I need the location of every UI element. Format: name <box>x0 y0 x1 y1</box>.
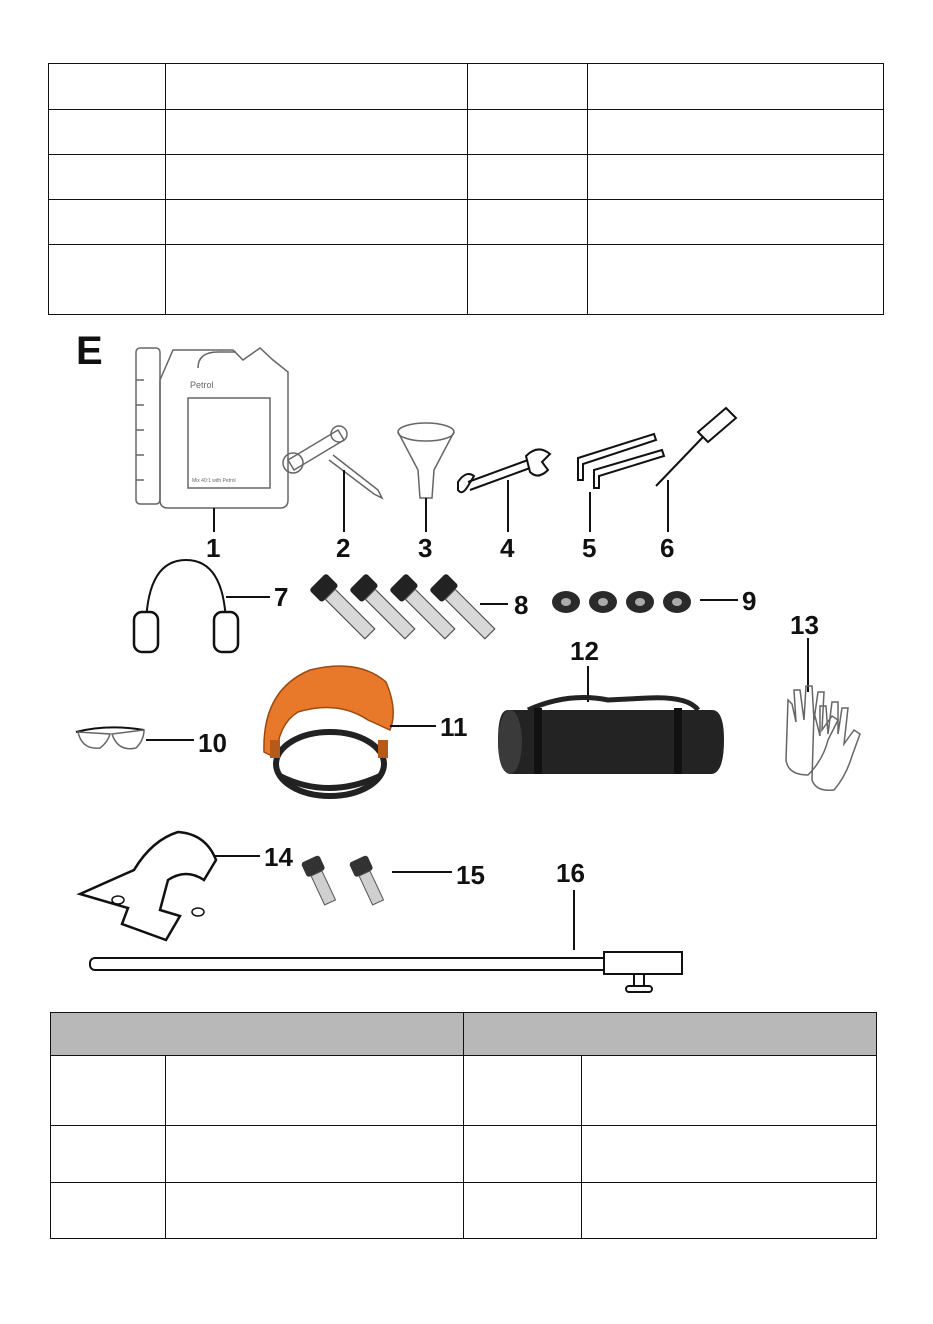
hex-keys-icon <box>578 434 664 488</box>
table-cell <box>468 155 588 200</box>
table-cell <box>468 245 588 315</box>
mounting-bracket-icon <box>80 832 216 940</box>
screwdriver-icon <box>656 408 736 486</box>
table-cell <box>588 110 884 155</box>
table-cell <box>51 1183 166 1239</box>
item-number-13: 13 <box>790 610 819 640</box>
table-cell <box>464 1126 582 1183</box>
table-cell <box>166 64 468 110</box>
table-cell <box>588 245 884 315</box>
table-cell <box>166 110 468 155</box>
item-number-3: 3 <box>418 533 433 563</box>
bottom-parts-table <box>50 1012 877 1239</box>
item-number-7: 7 <box>274 582 289 612</box>
table-cell <box>464 1056 582 1126</box>
table-row <box>49 245 884 315</box>
table-cell <box>166 245 468 315</box>
parts-illustration <box>48 320 883 1004</box>
table-cell <box>166 200 468 245</box>
table-cell <box>166 1126 464 1183</box>
table-cell <box>468 64 588 110</box>
table-cell <box>51 1126 166 1183</box>
table-row <box>51 1183 877 1239</box>
table-cell <box>468 200 588 245</box>
bolts-icon <box>309 573 498 642</box>
drive-rod-icon <box>90 952 682 992</box>
item-number-5: 5 <box>582 533 597 563</box>
item-number-12: 12 <box>570 636 599 666</box>
item-number-10: 10 <box>198 728 227 758</box>
table-cell <box>49 64 166 110</box>
item-number-16: 16 <box>556 858 585 888</box>
table-cell <box>49 245 166 315</box>
safety-glasses-icon <box>76 727 144 748</box>
carry-bag-icon <box>498 698 724 774</box>
table-row <box>51 1056 877 1126</box>
table-cell <box>49 200 166 245</box>
face-shield-helmet-icon <box>264 666 393 796</box>
table-row <box>49 155 884 200</box>
item-number-2: 2 <box>336 533 351 563</box>
table-cell <box>166 155 468 200</box>
table-header-row <box>51 1013 877 1056</box>
table-cell <box>166 1183 464 1239</box>
table-cell <box>588 64 884 110</box>
item-number-11: 11 <box>440 712 468 742</box>
table-cell <box>588 200 884 245</box>
table-cell <box>51 1056 166 1126</box>
table-cell <box>49 155 166 200</box>
table-cell <box>582 1056 877 1126</box>
top-parts-table <box>48 63 884 315</box>
item-number-15: 15 <box>456 860 485 890</box>
short-bolts-icon <box>301 855 387 907</box>
table-header <box>464 1013 877 1056</box>
table-row <box>49 200 884 245</box>
table-cell <box>468 110 588 155</box>
section-letter: E <box>76 329 103 373</box>
funnel-icon <box>398 423 454 498</box>
table-header <box>51 1013 464 1056</box>
table-cell <box>588 155 884 200</box>
item-number-6: 6 <box>660 533 675 563</box>
table-row <box>49 110 884 155</box>
gloves-icon <box>786 686 860 790</box>
parts-illustration-svg <box>48 320 883 1004</box>
fuel-canister-icon <box>136 348 288 508</box>
ear-muffs-icon <box>134 560 238 652</box>
item-number-14: 14 <box>264 842 293 872</box>
item-number-8: 8 <box>514 590 529 620</box>
table-cell <box>464 1183 582 1239</box>
table-cell <box>582 1126 877 1183</box>
item-number-1: 1 <box>206 533 221 563</box>
spark-plug-wrench-icon <box>283 426 382 498</box>
table-row <box>49 64 884 110</box>
table-row <box>51 1126 877 1183</box>
table-cell <box>49 110 166 155</box>
canister-label: Petrol <box>190 380 214 390</box>
item-number-9: 9 <box>742 586 757 616</box>
table-cell <box>582 1183 877 1239</box>
nuts-icon <box>552 591 691 613</box>
table-cell <box>166 1056 464 1126</box>
canister-mix-label: Mix 40:1 with Petrol <box>192 478 236 484</box>
item-number-4: 4 <box>500 533 515 563</box>
open-wrench-icon <box>458 449 550 492</box>
